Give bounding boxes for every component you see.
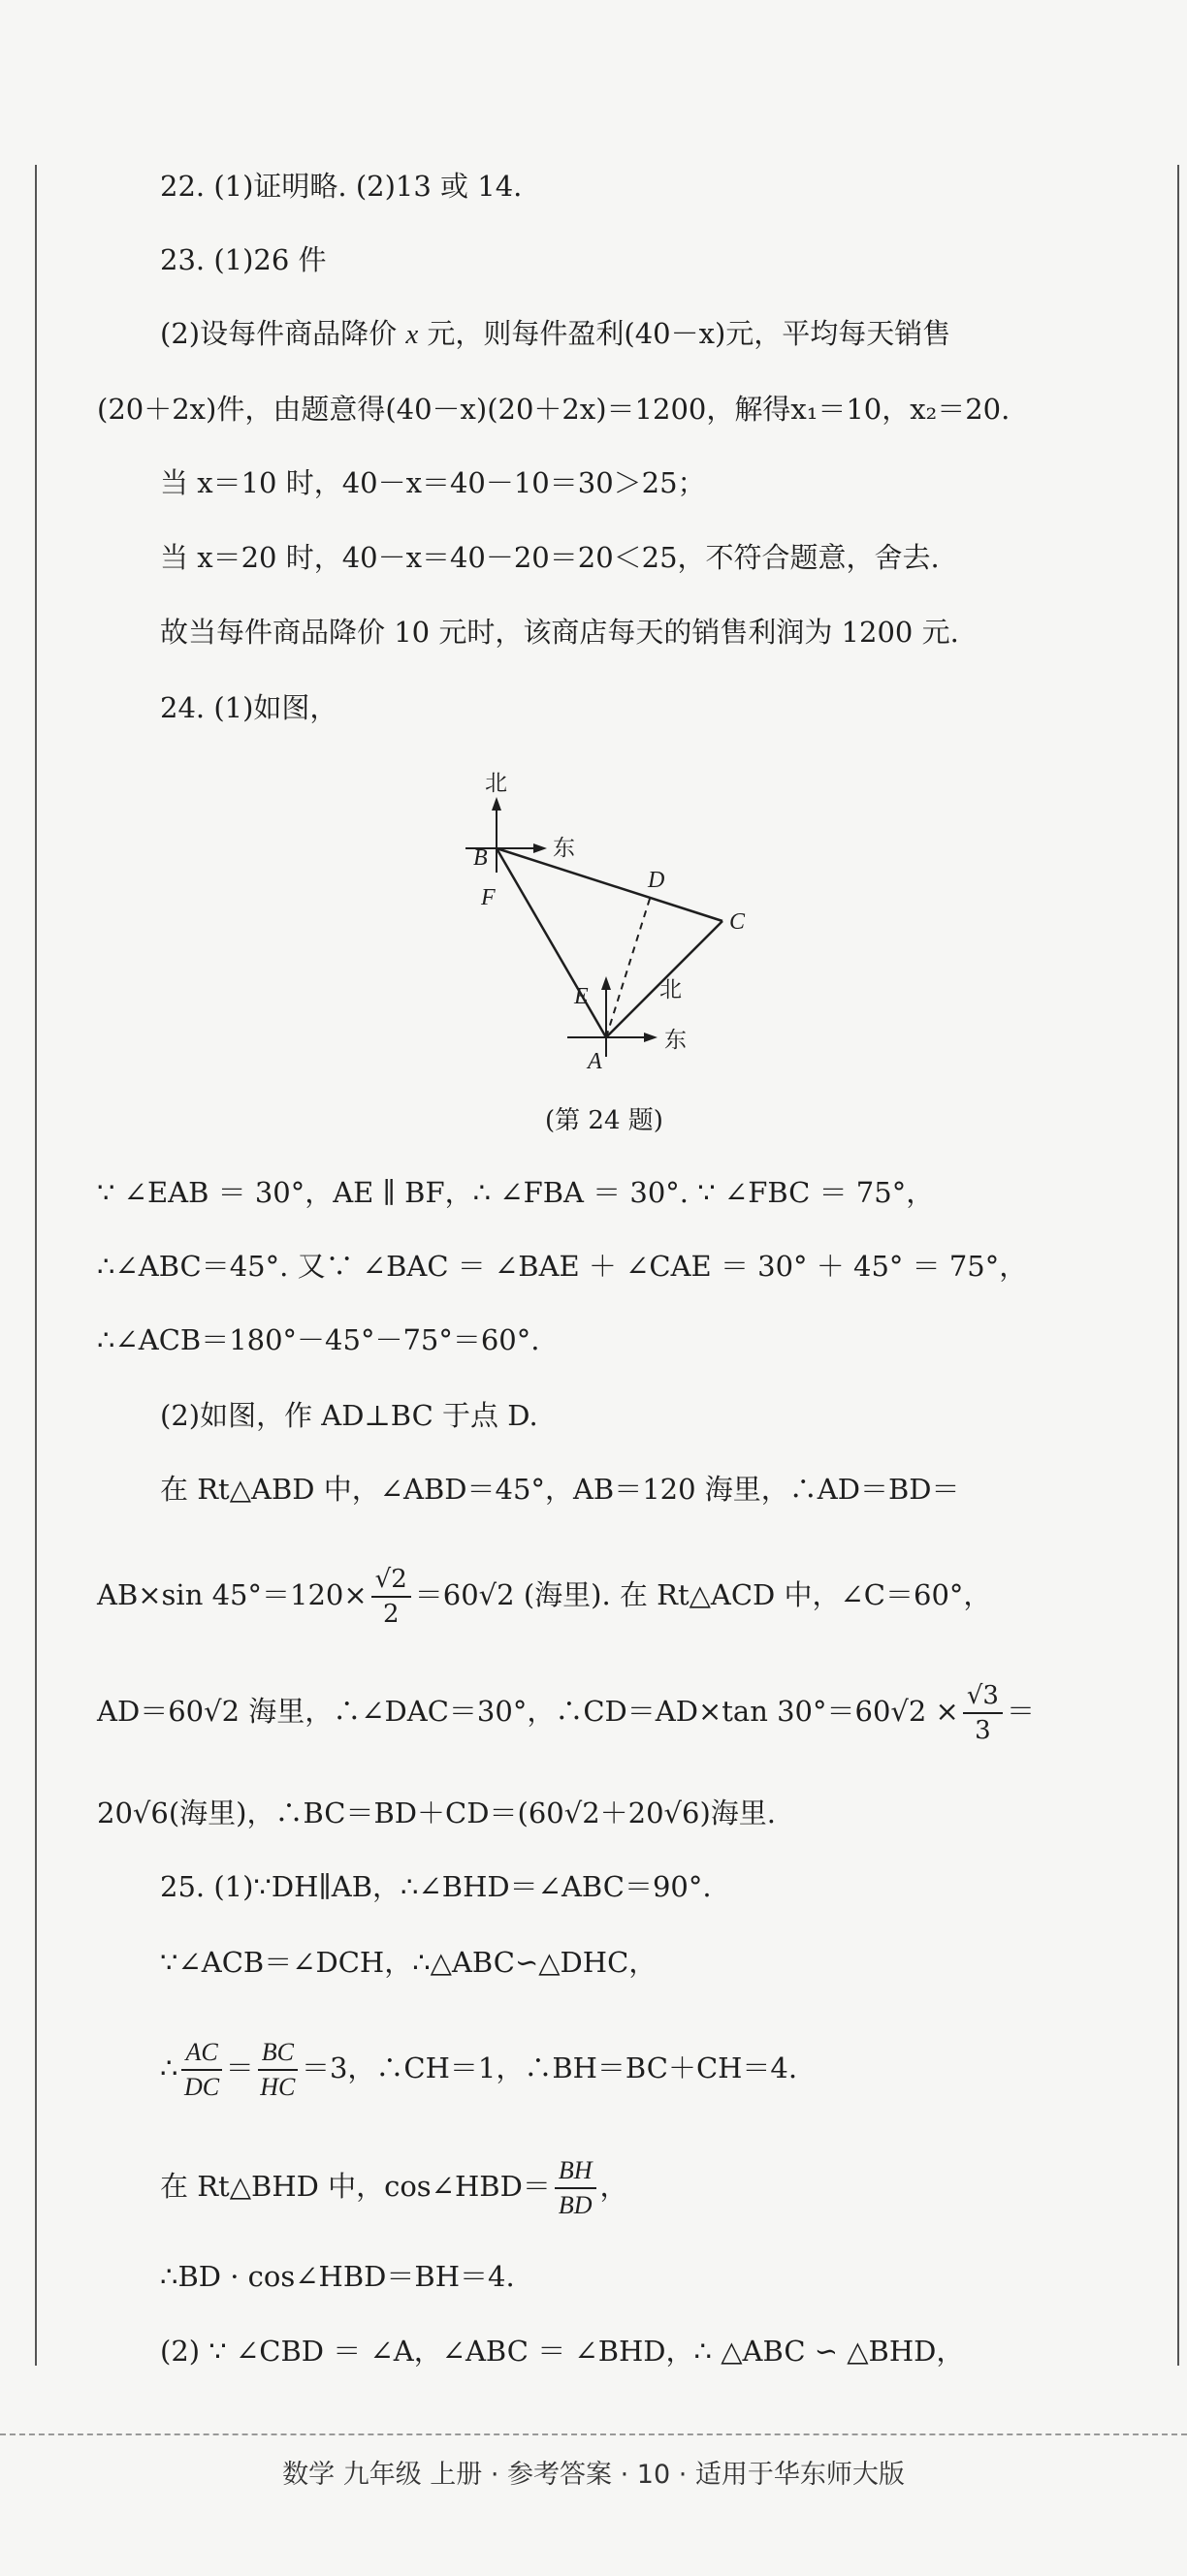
label-f: F <box>481 885 496 910</box>
q22-line: 22. (1)证明略. (2)13 或 14. <box>160 170 523 203</box>
footer-divider <box>0 2433 1187 2435</box>
q23-conclusion: 故当每件商品降价 10 元时，该商店每天的销售利润为 1200 元. <box>160 616 959 649</box>
q25-cos-text-a: 在 Rt△BHD 中，cos∠HBD＝ <box>160 2170 551 2203</box>
q23-part1: 23. (1)26 件 <box>160 243 327 276</box>
fraction-denominator: 3 <box>975 1716 991 1745</box>
q24-diagram <box>446 766 776 1086</box>
label-east-top: 东 <box>553 836 575 861</box>
q24-part1: 24. (1)如图， <box>160 691 338 724</box>
fraction-denominator: DC <box>184 2073 220 2101</box>
label-d: D <box>648 868 665 893</box>
q23-part2-line2: (20＋2x)件，由题意得(40－x)(20＋2x)＝1200，解得x₁＝10，x₂＝20. <box>97 393 1011 426</box>
q24-rt-abd: 在 Rt△ABD 中，∠ABD＝45°，AB＝120 海里，∴AD＝BD＝ <box>160 1473 960 1506</box>
page-footer: 数学 九年级 上册 · 参考答案 · 10 · 适用于华东师大版 <box>282 2460 905 2490</box>
b-north-arrow-icon <box>492 797 501 811</box>
right-margin-rule <box>1177 165 1179 2366</box>
q24-part2: (2)如图，作 AD⊥BC 于点 D. <box>160 1399 538 1432</box>
fraction-bc-over-hc <box>258 2036 298 2104</box>
label-a: A <box>588 1049 602 1074</box>
a-north-arrow-icon <box>601 976 611 990</box>
label-north-top: 北 <box>485 771 507 796</box>
a-east-arrow-icon <box>644 1033 658 1042</box>
fraction-denominator: 2 <box>382 1600 400 1629</box>
label-north-bottom: 北 <box>659 977 682 1002</box>
q24-bc-result: 20√6(海里)，∴BC＝BD＋CD＝(60√2＋20√6)海里. <box>97 1797 777 1829</box>
q25-cos-text-b: ， <box>599 2170 628 2203</box>
fraction-ac-over-dc <box>181 2036 221 2104</box>
fraction-bh-over-bd <box>555 2154 596 2222</box>
fraction-sqrt2-over-2 <box>371 1563 411 1631</box>
fraction-denominator: BD <box>558 2191 593 2219</box>
label-east-bottom: 东 <box>664 1028 687 1053</box>
q23-var-x: x <box>405 319 419 350</box>
left-margin-rule <box>35 165 37 2366</box>
q23-text-c: 元，则每件盈利(40－x)元，平均每天销售 <box>418 317 951 350</box>
q25-part2: (2) ∵ ∠CBD ＝ ∠A，∠ABC ＝ ∠BHD，∴ △ABC ∽ △BHD， <box>160 2335 965 2368</box>
segment-ba <box>497 848 606 1037</box>
q24-tan-text-a: AD＝60√2 海里，∴∠DAC＝30°，∴CD＝AD×tan 30°＝60√2 × <box>97 1695 959 1728</box>
q25-therefore: ∴ <box>160 2051 178 2084</box>
label-b: B <box>473 845 488 871</box>
q24-tan-text-b: ＝ <box>1006 1695 1035 1728</box>
segment-bc <box>497 848 722 921</box>
fraction-denominator: HC <box>260 2073 296 2101</box>
q24-sin-line <box>97 1563 991 1631</box>
q24-tan-line <box>97 1679 1035 1747</box>
fraction-numerator: BC <box>258 2036 298 2071</box>
q25-ratio-line <box>160 2036 797 2104</box>
fraction-sqrt3-over-3 <box>963 1679 1003 1747</box>
q23-case-10: 当 x＝10 时，40－x＝40－10＝30＞25； <box>160 466 706 499</box>
q25-ratio-text: ＝3，∴CH＝1，∴BH＝BC＋CH＝4. <box>301 2051 798 2084</box>
q23-part2-line1 <box>160 314 950 354</box>
fraction-numerator: BH <box>555 2154 596 2189</box>
label-c: C <box>729 909 746 935</box>
q23-case-20: 当 x＝20 时，40－x＝40－20＝20＜25，不符合题意，舍去. <box>160 541 940 574</box>
q25-similar: ∵∠ACB＝∠DCH，∴△ABC∽△DHC， <box>160 1946 658 1979</box>
q25-bd-cos: ∴BD · cos∠HBD＝BH＝4. <box>160 2260 515 2293</box>
q24-reason2: ∴∠ABC＝45°. 又∵ ∠BAC ＝ ∠BAE ＋ ∠CAE ＝ 30° ＋ 45° ＝ 75°， <box>97 1250 1028 1283</box>
q25-part1: 25. (1)∵DH∥AB，∴∠BHD＝∠ABC＝90°. <box>160 1870 712 1903</box>
q24-sin-text-a: AB×sin 45°＝120× <box>97 1578 368 1611</box>
label-e: E <box>574 984 589 1009</box>
q23-text-a: (2)设每件商品降价 <box>160 317 406 350</box>
fraction-numerator: √3 <box>963 1679 1003 1714</box>
q24-reason1: ∵ ∠EAB ＝ 30°，AE ∥ BF，∴ ∠FBA ＝ 30°. ∵ ∠FBC ＝ 75°， <box>97 1176 935 1209</box>
q24-sin-text-b: ＝60√2 (海里). 在 Rt△ACD 中，∠C＝60°， <box>414 1578 992 1611</box>
q25-equals: ＝ <box>225 2051 254 2084</box>
fraction-numerator: AC <box>181 2036 221 2071</box>
b-east-arrow-icon <box>533 843 547 853</box>
diagram-caption: (第 24 题) <box>545 1106 663 1135</box>
fraction-numerator: √2 <box>371 1563 411 1598</box>
q25-cos-line <box>160 2154 628 2222</box>
q24-reason3: ∴∠ACB＝180°－45°－75°＝60°. <box>97 1323 540 1356</box>
